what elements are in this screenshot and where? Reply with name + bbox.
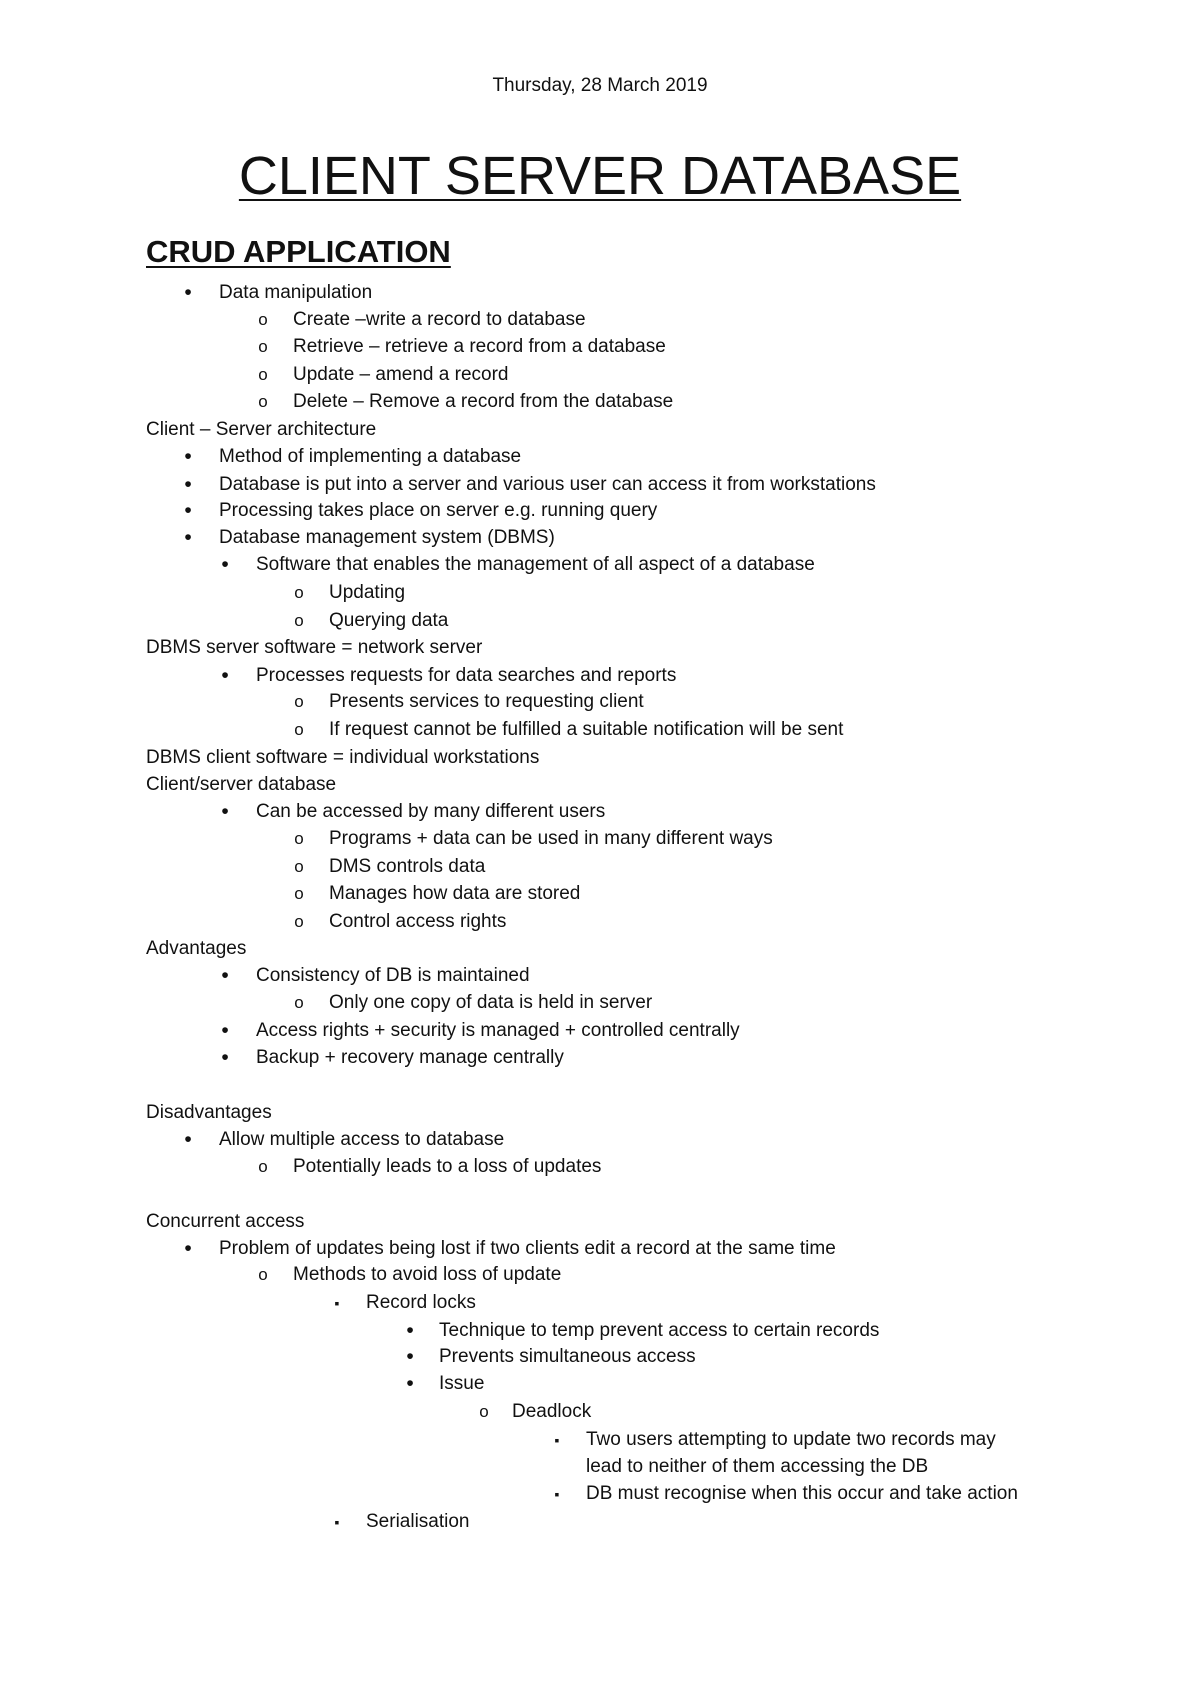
bullet-marker-icon: • [406,1372,414,1395]
note-line-text: Retrieve – retrieve a record from a database [293,336,666,357]
square-marker-icon: ▪ [554,1486,560,1502]
circle-marker-icon: o [258,365,268,384]
bullet-marker-icon: • [221,1046,229,1069]
note-line-text: Access rights + security is managed + controlled centrally [256,1020,740,1041]
document-title-text: CLIENT SERVER DATABASE [238,146,962,206]
bullet-marker-icon: • [184,445,192,468]
note-line-text: Backup + recovery manage centrally [256,1047,564,1068]
circle-marker-icon: o [294,611,304,630]
note-line-text: Concurrent access [146,1211,305,1232]
note-line-text: Software that enables the management of all aspect of a database [256,554,815,575]
note-line-text: Two users attempting to update two records may [586,1429,996,1450]
note-line-text: Manages how data are stored [329,883,581,904]
circle-marker-icon: o [294,912,304,931]
note-line-text: Allow multiple access to database [219,1129,505,1150]
square-marker-icon: ▪ [334,1514,340,1530]
note-line-text: Data manipulation [219,282,373,303]
note-line-text: Database management system (DBMS) [219,527,555,548]
note-line-text: Advantages [146,938,247,959]
bullet-marker-icon: • [406,1345,414,1368]
circle-marker-icon: o [294,829,304,848]
note-line-text: Create –write a record to database [293,309,586,330]
note-line-text: Can be accessed by many different users [256,801,606,822]
bullet-marker-icon: • [184,499,192,522]
circle-marker-icon: o [294,884,304,903]
circle-marker-icon: o [294,583,304,602]
document-date: Thursday, 28 March 2019 [492,75,708,96]
bullet-marker-icon: • [184,473,192,496]
note-line-text: Control access rights [329,911,507,932]
note-line-text: DBMS client software = individual workstations [146,747,540,768]
circle-marker-icon: o [294,993,304,1012]
bullet-marker-icon: • [221,964,229,987]
note-line-text: Prevents simultaneous access [439,1346,696,1367]
circle-marker-icon: o [258,1265,268,1284]
note-line-text: Delete – Remove a record from the database [293,391,674,412]
document-title [0,145,1200,207]
note-line-text: Record locks [366,1292,476,1313]
bullet-marker-icon: • [184,1128,192,1151]
note-line-text: Deadlock [512,1401,592,1422]
note-line-text: Issue [439,1373,485,1394]
note-line-text: Problem of updates being lost if two clients edit a record at the same time [219,1238,836,1259]
circle-marker-icon: o [479,1402,489,1421]
note-line-text: If request cannot be fulfilled a suitable notification will be sent [329,719,844,740]
note-line-text: Methods to avoid loss of update [293,1264,562,1285]
bullet-marker-icon: • [221,800,229,823]
circle-marker-icon: o [258,337,268,356]
bullet-marker-icon: • [221,664,229,687]
bullet-marker-icon: • [406,1319,414,1342]
note-line-text: Processing takes place on server e.g. running query [219,500,658,521]
circle-marker-icon: o [294,692,304,711]
note-line-text: Database is put into a server and various user can access it from workstations [219,474,876,495]
circle-marker-icon: o [294,720,304,739]
note-line-text: lead to neither of them accessing the DB [586,1456,929,1477]
note-line-text: Querying data [329,610,449,631]
note-line-text: Serialisation [366,1511,470,1532]
note-line-text: Method of implementing a database [219,446,522,467]
note-line-text: Client/server database [146,774,337,795]
note-line-text: Processes requests for data searches and reports [256,665,677,686]
note-line-text: Update – amend a record [293,364,509,385]
square-marker-icon: ▪ [554,1432,560,1448]
circle-marker-icon: o [258,310,268,329]
bullet-marker-icon: • [221,553,229,576]
note-line-text: Client – Server architecture [146,419,377,440]
note-line-text: DMS controls data [329,856,486,877]
circle-marker-icon: o [258,392,268,411]
note-line-text: DB must recognise when this occur and take action [586,1483,1018,1504]
note-line-text: Presents services to requesting client [329,691,644,712]
note-line-text: Technique to temp prevent access to certain records [439,1320,880,1341]
bullet-marker-icon: • [184,1237,192,1260]
note-line-text: Updating [329,582,406,603]
note-line-text: DBMS server software = network server [146,637,483,658]
note-line-text: Only one copy of data is held in server [329,992,653,1013]
note-line-text: Disadvantages [146,1102,272,1123]
bullet-marker-icon: • [184,526,192,549]
bullet-marker-icon: • [184,281,192,304]
note-line-text: Potentially leads to a loss of updates [293,1156,602,1177]
note-line-text: Consistency of DB is maintained [256,965,530,986]
section-heading: CRUD APPLICATION [146,234,451,269]
note-line-text: Programs + data can be used in many different ways [329,828,773,849]
square-marker-icon: ▪ [334,1295,340,1311]
circle-marker-icon: o [294,857,304,876]
bullet-marker-icon: • [221,1019,229,1042]
circle-marker-icon: o [258,1157,268,1176]
